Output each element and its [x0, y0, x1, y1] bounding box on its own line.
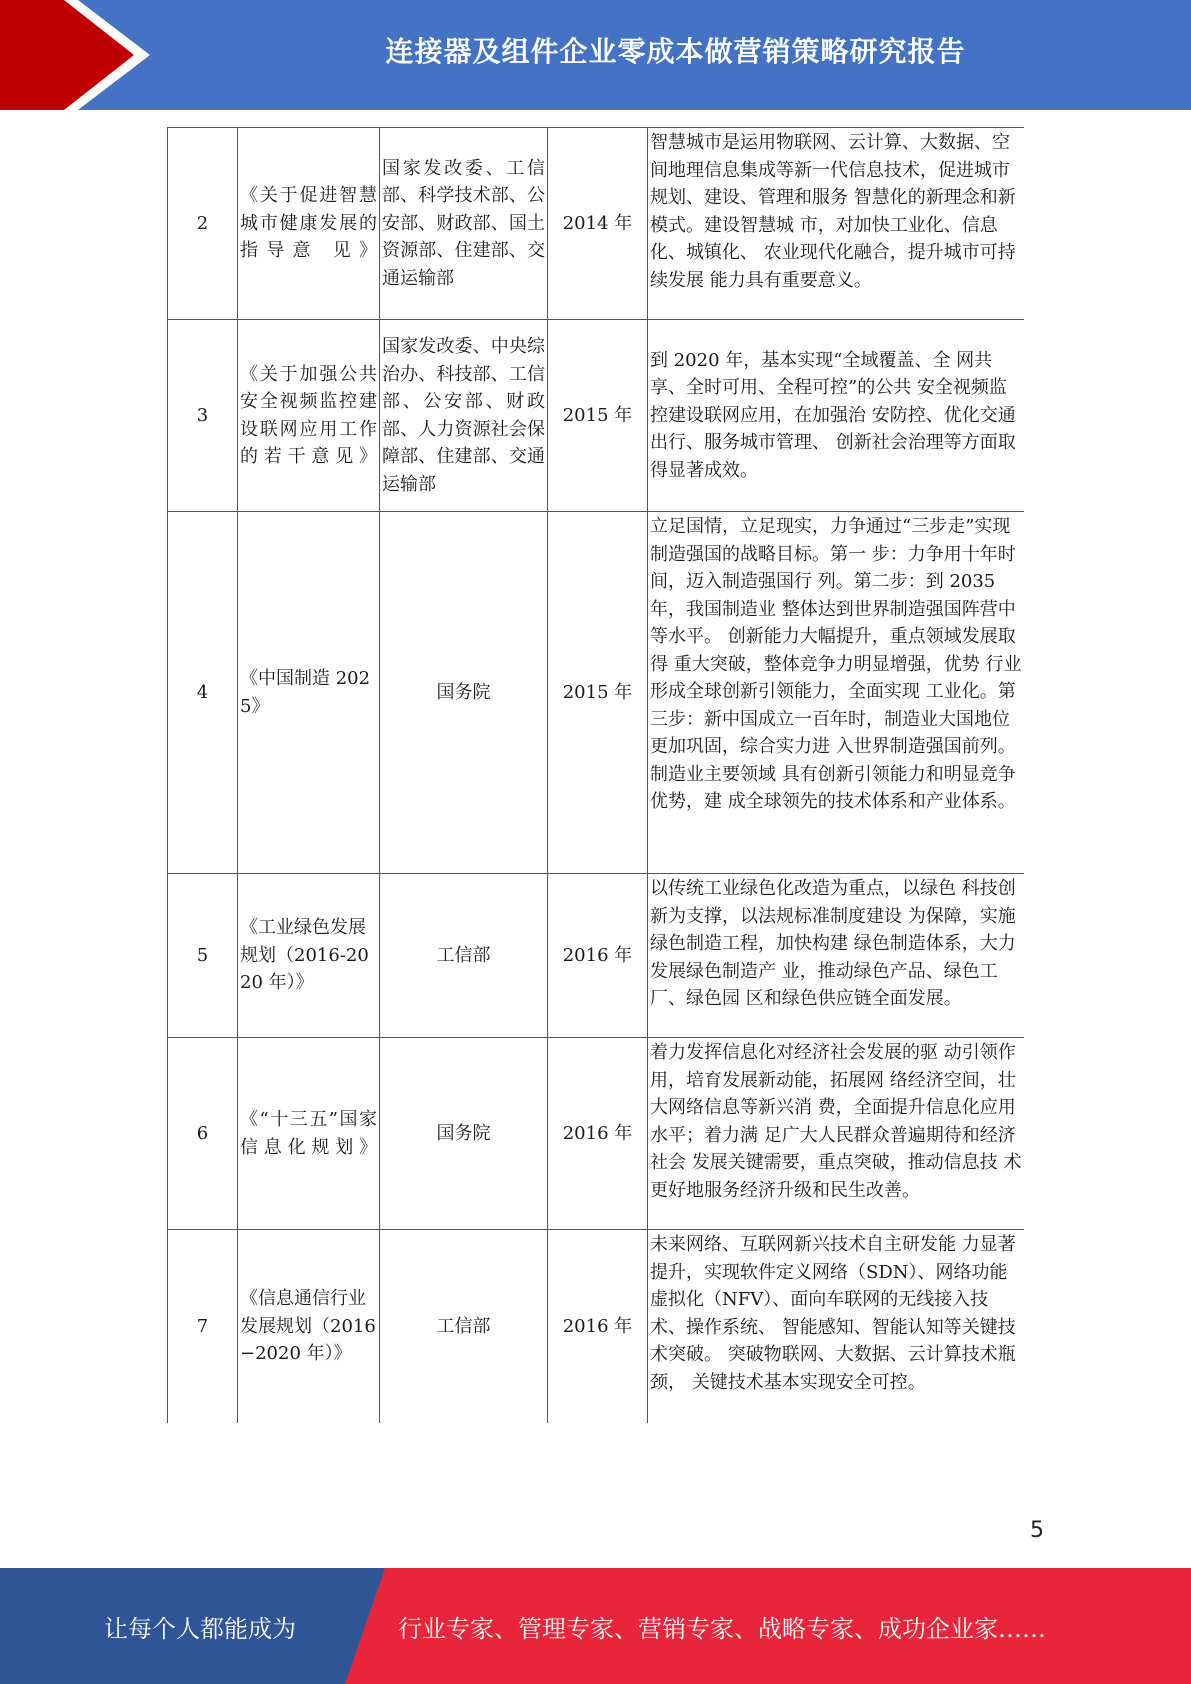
issue-year: 2016 年 [548, 874, 648, 1038]
row-number: 6 [168, 1038, 238, 1230]
policy-content: 着力发挥信息化对经济社会发展的驱 动引领作用，培育发展新动能，拓展网 络经济空间，壮大网络信息等新兴消 费，全面提升信息化应用水平；着力满 足广大人民群众普遍期待和经济社会 发展关键需要，重点突破，推动信息技 术更好地服务经济升级和民生改善。 [648, 1038, 1025, 1230]
row-number: 2 [168, 128, 238, 320]
row-number: 3 [168, 320, 238, 512]
issue-year: 2016 年 [548, 1230, 648, 1424]
issuing-department: 工信部 [380, 1230, 548, 1424]
issue-year: 2015 年 [548, 512, 648, 874]
policy-title: 《关于促进智慧城市健康发展的指导意 见》 [238, 128, 380, 320]
table-row [168, 512, 1025, 874]
policy-title: 《工业绿色发展规划（2016-2020 年）》 [238, 874, 380, 1038]
table-row [168, 128, 1025, 320]
header-arrow-shape [0, 0, 150, 110]
table-row [168, 874, 1025, 1038]
row-number: 4 [168, 512, 238, 874]
policy-content: 立足国情，立足现实，力争通过“三步走”实现制造强国的战略目标。第一 步：力争用十年时间，迈入制造强国行 列。第二步：到 2035 年，我国制造业 整体达到世界制造强国阵营中等水平。 创新能力大幅提升，重点领域发展取得 重大突破，整体竞争力明显增强，优势 行业形成全球创新引领能力，全面实现 工业化。第三步：新中国成立一百年时，制造业大国地位更加巩固，综合实力进 入世界制造强国前列。制造业主要领域 具有创新引领能力和明显竞争优势，建 成全球领先的技术体系和产业体系。 [648, 512, 1025, 874]
policy-title: 《“十三五”国家信息化规划》 [238, 1038, 380, 1230]
table-row [168, 320, 1025, 512]
table-row [168, 1038, 1025, 1230]
page-header [0, 0, 1191, 110]
issuing-department: 国家发改委、中央综治办、科技部、工信部、公安部、财政部、人力资源社会保障部、住建部、交通运输部 [380, 320, 548, 512]
policy-table-container [167, 127, 1024, 1423]
footer-slogan-left: 让每个人都能成为 [104, 1614, 296, 1643]
policy-table [167, 127, 1024, 1423]
issuing-department: 国务院 [380, 1038, 548, 1230]
page-number: 5 [1030, 1518, 1044, 1543]
table-row [168, 1230, 1025, 1424]
issue-year: 2015 年 [548, 320, 648, 512]
row-number: 7 [168, 1230, 238, 1424]
page-footer [0, 1568, 1191, 1684]
policy-content: 以传统工业绿色化改造为重点，以绿色 科技创新为支撑，以法规标准制度建设 为保障，实施绿色制造工程，加快构建 绿色制造体系，大力发展绿色制造产 业，推动绿色产品、绿色工厂、绿色园 区和绿色供应链全面发展。 [648, 874, 1025, 1038]
policy-title: 《信息通信行业发展规划（2016−2020 年）》 [238, 1230, 380, 1424]
policy-title: 《关于加强公共安全视频监控建设联网应用工作的若干意见》 [238, 320, 380, 512]
row-number: 5 [168, 874, 238, 1038]
footer-slogan-right: 行业专家、管理专家、营销专家、战略专家、成功企业家…… [398, 1614, 1046, 1643]
issuing-department: 国家发改委、工信部、科学技术部、公安部、财政部、国土资源部、住建部、交通运输部 [380, 128, 548, 320]
issuing-department: 国务院 [380, 512, 548, 874]
issue-year: 2014 年 [548, 128, 648, 320]
issue-year: 2016 年 [548, 1038, 648, 1230]
policy-title: 《中国制造 2025》 [238, 512, 380, 874]
issuing-department: 工信部 [380, 874, 548, 1038]
policy-content: 到 2020 年，基本实现“全域覆盖、全 网共享、全时可用、全程可控”的公共 安全视频监控建设联网应用，在加强治 安防控、优化交通出行、服务城市管理、 创新社会治理等方面取得显著成效。 [648, 320, 1025, 512]
policy-content: 未来网络、互联网新兴技术自主研发能 力显著提升，实现软件定义网络（SDN）、网络功能虚拟化（NFV）、面向车联网的无线接入技术、操作系统、 智能感知、智能认知等关键技术突破。 突破物联网、大数据、云计算技术瓶颈， 关键技术基本实现安全可控。 [648, 1230, 1025, 1424]
policy-content: 智慧城市是运用物联网、云计算、大数据、空间地理信息集成等新一代信息技术，促进城市规划、建设、管理和服务 智慧化的新理念和新模式。建设智慧城 市，对加快工业化、信息化、城镇化、 农业现代化融合，提升城市可持续发展 能力具有重要意义。 [648, 128, 1025, 320]
report-title: 连接器及组件企业零成本做营销策略研究报告 [385, 35, 966, 68]
